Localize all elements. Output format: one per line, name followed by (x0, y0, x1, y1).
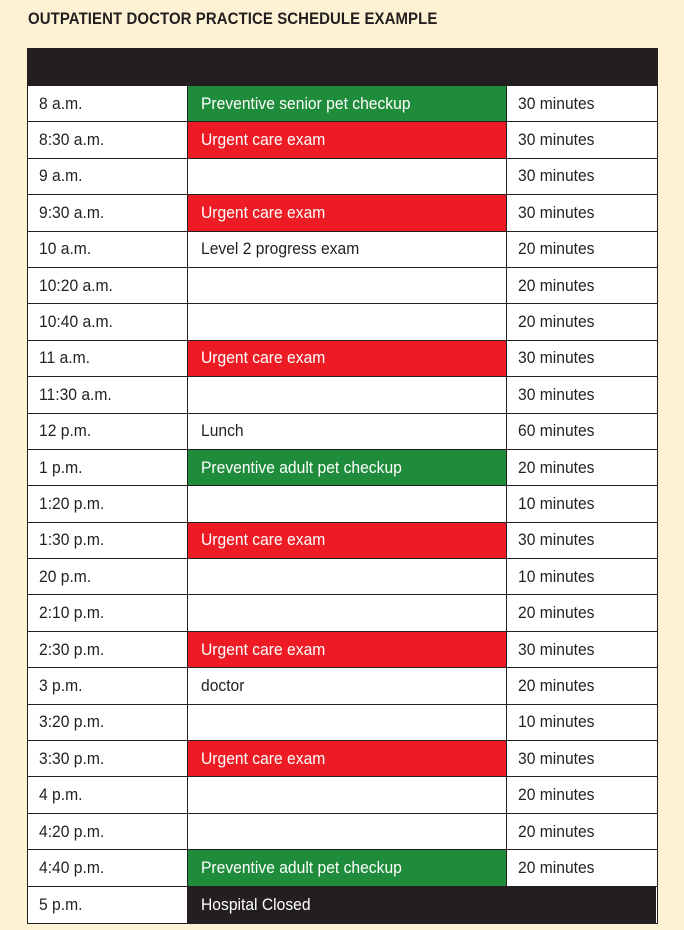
table-row (28, 559, 657, 595)
appointment-type-text: Preventive adult pet checkup (201, 457, 402, 477)
time-text: 2:10 p.m. (39, 603, 105, 623)
length-cell (507, 668, 656, 703)
length-text: 30 minutes (518, 348, 595, 368)
length-text: 30 minutes (518, 93, 595, 113)
length-text: 30 minutes (518, 748, 595, 768)
table-row (28, 450, 657, 486)
appointment-type-text: Urgent care exam (201, 202, 326, 222)
table-row (28, 814, 657, 850)
table-row (28, 232, 657, 268)
appointment-type-cell (187, 668, 507, 703)
length-cell (507, 86, 656, 121)
table-row (28, 887, 657, 923)
appointment-type-text: Preventive senior pet checkup (201, 93, 411, 113)
length-cell (507, 159, 656, 194)
length-cell (507, 850, 656, 885)
table-row (28, 777, 657, 813)
time-cell (28, 304, 187, 339)
time-cell (28, 595, 187, 630)
time-text: 4:20 p.m. (39, 821, 105, 841)
appointment-type-cell (187, 232, 507, 267)
appointment-type-cell (187, 632, 507, 667)
length-cell (507, 559, 656, 594)
table-row (28, 741, 657, 777)
appointment-type-cell (187, 559, 507, 594)
time-cell (28, 232, 187, 267)
length-text: 20 minutes (518, 785, 595, 805)
appointment-type-cell (187, 523, 507, 558)
length-text: 30 minutes (518, 166, 595, 186)
time-cell (28, 777, 187, 812)
appointment-type-cell (187, 341, 507, 376)
appointment-type-cell (187, 414, 507, 449)
time-cell (28, 195, 187, 230)
time-cell (28, 268, 187, 303)
time-text: 11:30 a.m. (39, 384, 112, 404)
appointment-type-cell (187, 159, 507, 194)
length-cell (507, 632, 656, 667)
appointment-type-text: Urgent care exam (201, 348, 326, 368)
length-text: 20 minutes (518, 239, 595, 259)
length-text: 30 minutes (518, 530, 595, 550)
time-cell (28, 341, 187, 376)
length-text: 20 minutes (518, 675, 595, 695)
time-cell (28, 632, 187, 667)
length-cell (507, 195, 656, 230)
time-text: 2:30 p.m. (39, 639, 105, 659)
time-cell (28, 414, 187, 449)
time-cell (28, 122, 187, 157)
column-header-length: LENGTH (516, 57, 580, 76)
appointment-type-cell (187, 850, 507, 885)
table-header (28, 48, 657, 86)
time-cell (28, 668, 187, 703)
table-row (28, 122, 657, 158)
table-row (28, 304, 657, 340)
table-row (28, 595, 657, 631)
length-text: 30 minutes (518, 639, 595, 659)
time-cell (28, 450, 187, 485)
appointment-type-cell (187, 595, 507, 630)
length-cell (507, 414, 656, 449)
time-text: 1:20 p.m. (39, 493, 105, 513)
time-cell (28, 159, 187, 194)
table-row (28, 341, 657, 377)
length-text: 30 minutes (518, 202, 595, 222)
length-cell (507, 122, 656, 157)
time-text: 1 p.m. (39, 457, 83, 477)
table-row (28, 850, 657, 886)
time-text: 10 a.m. (39, 239, 92, 259)
length-cell (507, 377, 656, 412)
time-text: 3:20 p.m. (39, 712, 105, 732)
table-row (28, 668, 657, 704)
length-text: 20 minutes (518, 312, 595, 332)
time-text: 4:40 p.m. (39, 857, 105, 877)
table-body (28, 86, 657, 923)
appointment-type-cell (187, 377, 507, 412)
length-cell (507, 887, 656, 923)
appointment-type-text: Preventive adult pet checkup (201, 857, 402, 877)
time-text: 10:40 a.m. (39, 312, 113, 332)
page-title: OUTPATIENT DOCTOR PRACTICE SCHEDULE EXAMPLE (28, 9, 438, 28)
column-header-appointment-type: APPOINTMENT TYPE (198, 57, 355, 76)
appointment-type-text: Hospital Closed (201, 894, 311, 914)
time-cell (28, 523, 187, 558)
length-text: 30 minutes (518, 130, 595, 150)
table-row (28, 159, 657, 195)
time-cell (28, 705, 187, 740)
time-text: 8 a.m. (39, 93, 83, 113)
appointment-type-cell (187, 741, 507, 776)
appointment-type-cell (187, 450, 507, 485)
length-cell (507, 341, 656, 376)
length-text: 10 minutes (518, 493, 595, 513)
time-cell (28, 850, 187, 885)
schedule-table (27, 48, 658, 924)
length-cell (507, 268, 656, 303)
time-cell (28, 377, 187, 412)
table-row (28, 377, 657, 413)
appointment-type-cell (187, 777, 507, 812)
appointment-type-cell (187, 486, 507, 521)
table-row (28, 523, 657, 559)
time-text: 4 p.m. (39, 785, 83, 805)
appointment-type-text: Urgent care exam (201, 748, 326, 768)
length-cell (507, 523, 656, 558)
length-cell (507, 705, 656, 740)
appointment-type-cell (187, 268, 507, 303)
length-text: 10 minutes (518, 712, 595, 732)
table-row (28, 195, 657, 231)
time-cell (28, 814, 187, 849)
length-text: 20 minutes (518, 275, 595, 295)
table-row (28, 268, 657, 304)
length-text: 20 minutes (518, 821, 595, 841)
length-text: 20 minutes (518, 457, 595, 477)
appointment-type-text: doctor (201, 675, 245, 695)
time-text: 5 p.m. (39, 894, 83, 914)
time-text: 12 p.m. (39, 421, 92, 441)
length-cell (507, 304, 656, 339)
length-text: 10 minutes (518, 566, 595, 586)
length-text: 20 minutes (518, 857, 595, 877)
table-row (28, 705, 657, 741)
time-cell (28, 741, 187, 776)
length-cell (507, 741, 656, 776)
table-row (28, 486, 657, 522)
length-cell (507, 814, 656, 849)
appointment-type-cell (187, 86, 507, 121)
column-header-time: TIME (37, 57, 75, 76)
appointment-type-cell (187, 122, 507, 157)
appointment-type-cell (187, 195, 507, 230)
table-row (28, 414, 657, 450)
time-text: 3:30 p.m. (39, 748, 105, 768)
time-cell (28, 887, 187, 923)
time-text: 9:30 a.m. (39, 202, 105, 222)
length-cell (507, 595, 656, 630)
appointment-type-text: Urgent care exam (201, 530, 326, 550)
table-row (28, 632, 657, 668)
appointment-type-cell (187, 814, 507, 849)
time-text: 1:30 p.m. (39, 530, 105, 550)
appointment-type-cell (187, 705, 507, 740)
length-text: 60 minutes (518, 421, 595, 441)
time-text: 8:30 a.m. (39, 130, 105, 150)
time-cell (28, 486, 187, 521)
length-cell (507, 777, 656, 812)
time-text: 10:20 a.m. (39, 275, 113, 295)
time-text: 3 p.m. (39, 675, 83, 695)
appointment-type-cell (187, 304, 507, 339)
length-cell (507, 486, 656, 521)
appointment-type-text: Urgent care exam (201, 130, 326, 150)
appointment-type-text: Level 2 progress exam (201, 239, 360, 259)
table-row (28, 86, 657, 122)
time-cell (28, 86, 187, 121)
time-cell (28, 559, 187, 594)
length-cell (507, 450, 656, 485)
time-text: 20 p.m. (39, 566, 92, 586)
appointment-type-cell (187, 887, 507, 923)
appointment-type-text: Lunch (201, 421, 244, 441)
time-text: 11 a.m. (39, 348, 91, 368)
time-text: 9 a.m. (39, 166, 83, 186)
length-text: 20 minutes (518, 603, 595, 623)
appointment-type-text: Urgent care exam (201, 639, 326, 659)
length-cell (507, 232, 656, 267)
length-text: 30 minutes (518, 384, 595, 404)
